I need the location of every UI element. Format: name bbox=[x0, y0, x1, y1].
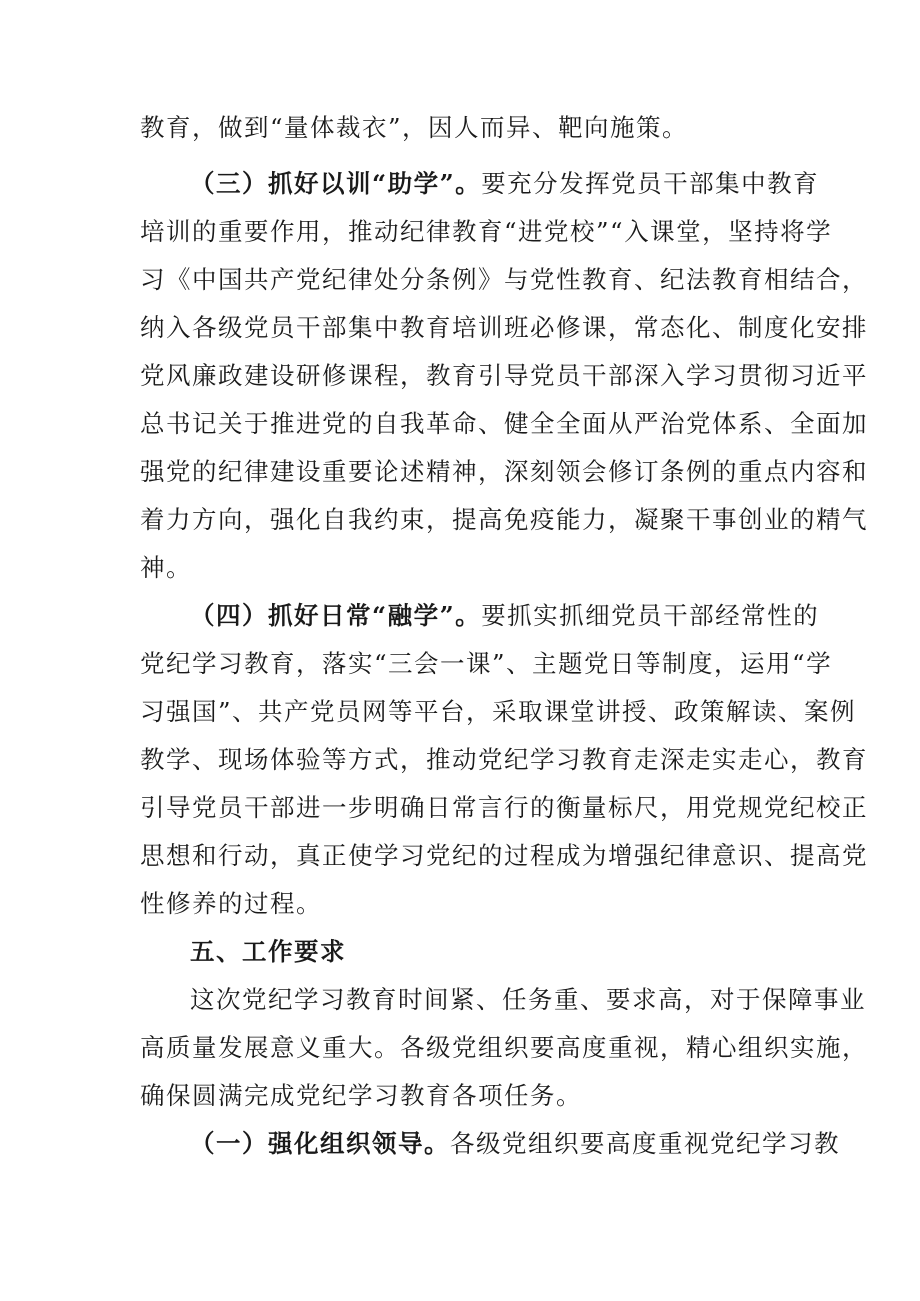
subsection-1-heading: （一）强化组织领导。 bbox=[190, 1129, 450, 1158]
text-line: 神。 bbox=[140, 553, 192, 582]
text-line: 各级党组织要高度重视党纪学习教 bbox=[450, 1129, 840, 1158]
text-line: 教学、现场体验等方式，推动党纪学习教育走深走实走心，教育 bbox=[140, 745, 868, 774]
paragraph-line bbox=[140, 216, 833, 248]
paragraph-line bbox=[140, 744, 868, 776]
text-line: 思想和行动，真正使学习党纪的过程成为增强纪律意识、提高党 bbox=[140, 841, 868, 870]
text-line: 高质量发展意义重大。各级党组织要高度重视，精心组织实施， bbox=[140, 1033, 868, 1062]
paragraph-line bbox=[140, 408, 868, 440]
paragraph-line bbox=[140, 504, 868, 536]
paragraph-line bbox=[140, 840, 868, 872]
text-line: 引导党员干部进一步明确日常言行的衡量标尺，用党规党纪校正 bbox=[140, 793, 868, 822]
paragraph-line bbox=[140, 552, 780, 584]
paragraph-line bbox=[140, 888, 780, 920]
text-line: 党风廉政建设研修课程，教育引导党员干部深入学习贯彻习近平 bbox=[140, 361, 868, 390]
subsection-3-heading: （三）抓好以训“助学”。 bbox=[190, 169, 482, 198]
text-line: 要充分发挥党员干部集中教育 bbox=[481, 169, 820, 198]
text-line: 确保圆满完成党纪学习教育各项任务。 bbox=[140, 1081, 582, 1110]
text-line: 要抓实抓细党员干部经常性的 bbox=[481, 601, 820, 630]
paragraph-line bbox=[140, 264, 868, 296]
section-5-heading: 五、工作要求 bbox=[190, 937, 346, 966]
subsection-4-heading: （四）抓好日常“融学”。 bbox=[190, 601, 482, 630]
paragraph-line bbox=[140, 312, 868, 344]
text-line: 培训的重要作用，推动纪律教育“进党校”“入课堂，坚持将学 bbox=[140, 217, 833, 246]
text-line: 党纪学习教育，落实“三会一课”、主题党日等制度，运用“学 bbox=[140, 649, 833, 678]
paragraph-line bbox=[190, 984, 866, 1016]
subsection-4-first-line bbox=[190, 600, 820, 632]
paragraph-line bbox=[140, 696, 857, 728]
paragraph-line bbox=[140, 360, 868, 392]
paragraph-line bbox=[140, 456, 868, 488]
text-line: 性修养的过程。 bbox=[140, 889, 322, 918]
text-line: 总书记关于推进党的自我革命、健全全面从严治党体系、全面加 bbox=[140, 409, 868, 438]
paragraph-line bbox=[140, 112, 780, 144]
subsection-3-first-line bbox=[190, 168, 820, 200]
text-line: 这次党纪学习教育时间紧、任务重、要求高，对于保障事业 bbox=[190, 985, 866, 1014]
text-line: 着力方向，强化自我约束，提高免疫能力，凝聚干事创业的精气 bbox=[140, 505, 868, 534]
text-line: 纳入各级党员干部集中教育培训班必修课，常态化、制度化安排 bbox=[140, 313, 868, 342]
paragraph-line bbox=[140, 648, 833, 680]
paragraph-line bbox=[140, 1032, 868, 1064]
text-line: 教育，做到“量体裁衣”，因人而异、靶向施策。 bbox=[140, 113, 689, 142]
paragraph-line bbox=[140, 792, 868, 824]
subsection-1-first-line bbox=[190, 1128, 840, 1160]
text-line: 强党的纪律建设重要论述精神，深刻领会修订条例的重点内容和 bbox=[140, 457, 868, 486]
text-line: 习强国”、共产党员网等平台，采取课堂讲授、政策解读、案例 bbox=[140, 697, 857, 726]
paragraph-line bbox=[140, 1080, 780, 1112]
text-line: 习《中国共产党纪律处分条例》与党性教育、纪法教育相结合， bbox=[140, 265, 868, 294]
